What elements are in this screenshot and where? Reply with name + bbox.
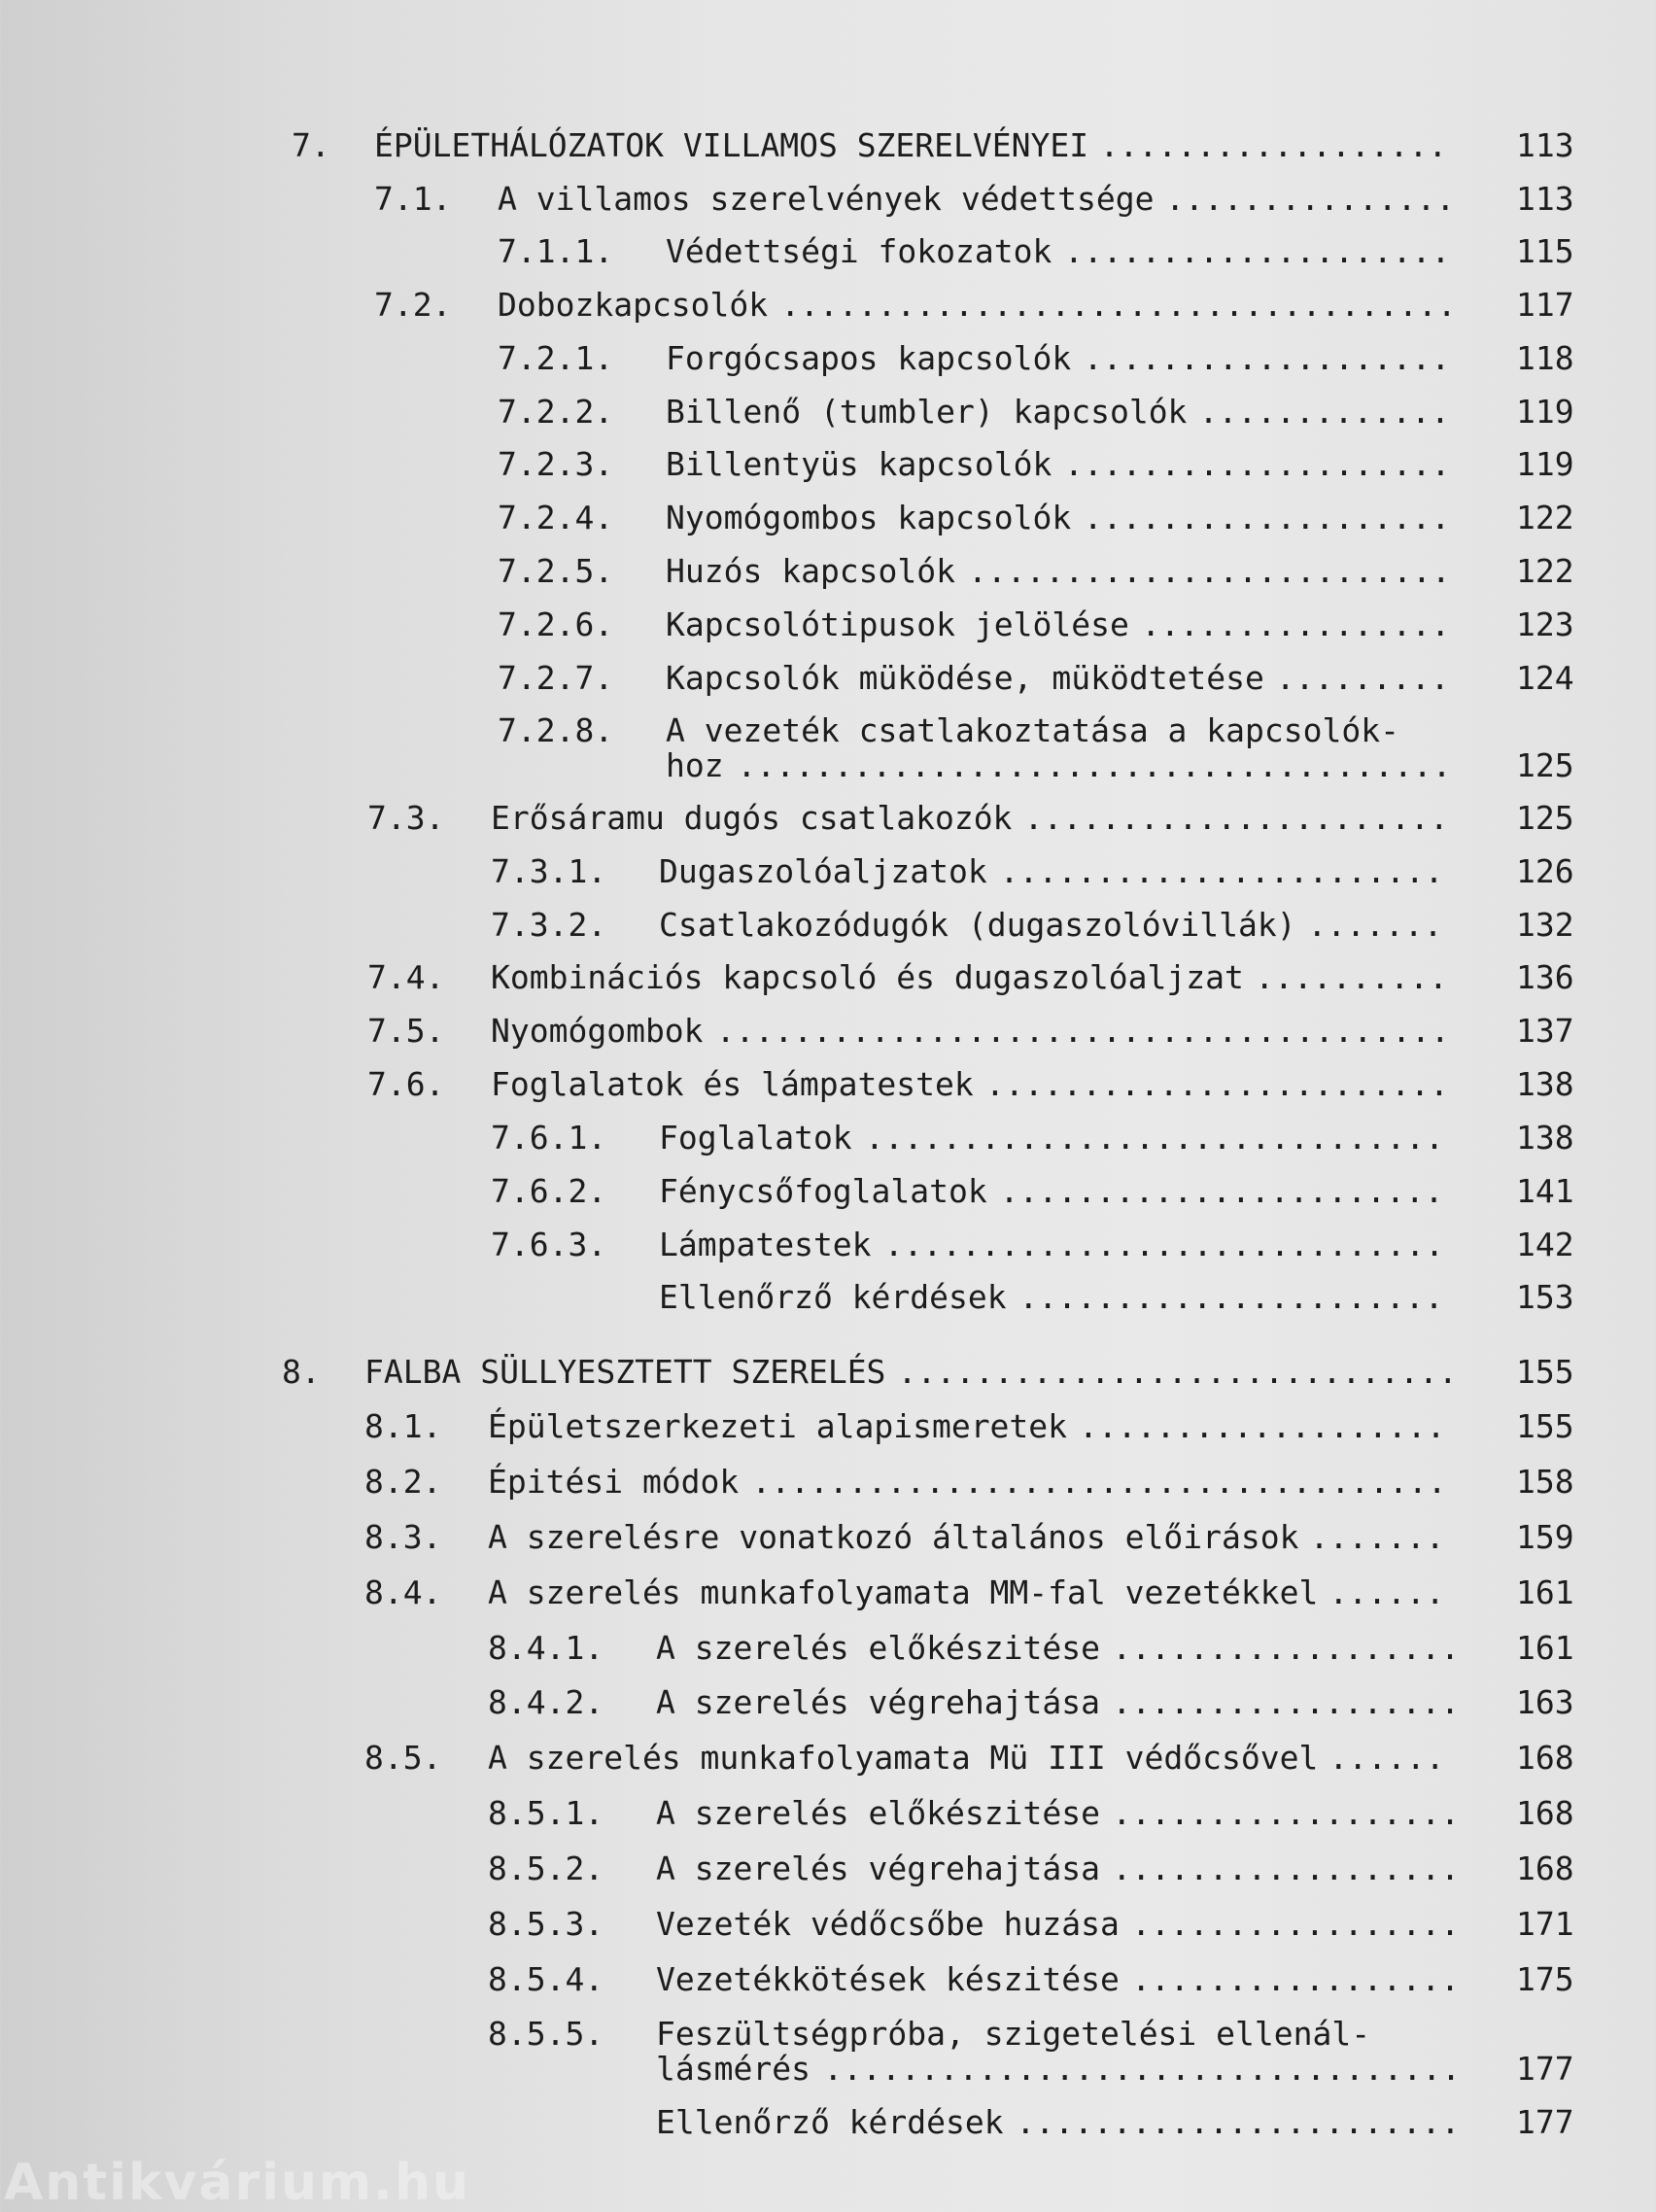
page-number: 153 [1516,1278,1574,1316]
page-number: 177 [1516,2050,1574,2088]
toc-entry[interactable] [0,497,1656,539]
page-number: 142 [1516,1226,1574,1263]
dot-leader: ..................................... [737,746,1452,784]
page-number: 177 [1516,2103,1574,2141]
section-title: Kapcsolótipusok jelölése [666,605,1129,643]
section-title: Vezetékkötések készitése [656,1960,1120,1998]
section-title: Erősáramu dugós csatlakozók [491,799,1013,837]
page-number: 123 [1516,605,1574,643]
section-number: 8.5.5. [488,2015,604,2053]
dot-leader: ...... [1328,1739,1445,1777]
page-number: 136 [1516,958,1574,996]
section-number: 7.1.1. [498,232,614,270]
section-title: Ellenőrző kérdések [659,1278,1007,1316]
page-number: 117 [1516,286,1574,324]
section-title: Billenő (tumbler) kapcsolók [666,393,1188,431]
toc-entry[interactable] [0,1627,1656,1670]
dot-leader: .................... [1064,232,1451,270]
toc-entry[interactable] [0,391,1656,433]
toc-entry[interactable] [0,2013,1656,2088]
section-title: A szerelés előkészitése [656,1794,1100,1832]
section-title: A szerelés munkafolyamata Mü III védőcsővel [488,1739,1319,1777]
dot-leader: ....................... [999,852,1444,890]
section-title: Foglalatok [659,1119,852,1157]
page-number: 159 [1516,1518,1574,1556]
section-number: 8.5.1. [488,1794,604,1832]
section-title: Billentyüs kapcsolók [666,445,1052,483]
section-number: 7.2.3. [498,445,614,483]
page-number: 113 [1516,180,1574,218]
toc-entry[interactable] [0,1681,1656,1724]
section-number: 7.2.6. [498,605,614,643]
section-number: 7.6.1. [491,1119,607,1157]
section-title: A szerelés végrehajtása [656,1849,1100,1887]
toc-entry[interactable] [0,124,1656,167]
section-number: 8.4.2. [488,1683,604,1721]
section-title: A villamos szerelvények védettsége [498,180,1155,218]
dot-leader: ........................ [985,1065,1449,1103]
toc-entry[interactable] [0,1737,1656,1780]
dot-leader: ................. [1131,1905,1460,1943]
section-title: ÉPÜLETHÁLÓZATOK VILLAMOS SZERELVÉNYEI [374,126,1089,164]
toc-entry[interactable] [0,550,1656,593]
section-title: Védettségi fokozatok [666,232,1052,270]
section-number: 7. [292,126,330,164]
section-title: A vezeték csatlakoztatása a kapcsolók- [666,711,1399,749]
toc-entry[interactable] [0,604,1656,646]
dot-leader: ................ [1141,605,1451,643]
section-title: Lámpatestek [659,1226,872,1263]
dot-leader: .................................... [751,1463,1447,1501]
page-number: 171 [1516,1905,1574,1943]
page-number: 115 [1516,232,1574,270]
page-number: 163 [1516,1683,1574,1721]
page-number: 138 [1516,1065,1574,1103]
section-title: Csatlakozódugók (dugaszolóvillák) [659,906,1296,944]
section-title: A szerelés végrehajtása [656,1683,1100,1721]
page-number: 118 [1516,339,1574,377]
dot-leader: .................. [1112,1849,1461,1887]
dot-leader: ............................. [883,1226,1444,1263]
page-number: 155 [1516,1353,1574,1391]
toc-entry[interactable] [0,1958,1656,2001]
watermark: Antikvárium.hu [4,2154,470,2212]
page-number: 161 [1516,1573,1574,1611]
section-number: 8.2. [364,1463,442,1501]
page-number: 125 [1516,746,1574,784]
section-number: 8.5.2. [488,1849,604,1887]
toc-entry[interactable] [0,1405,1656,1448]
dot-leader: ...................... [1018,1278,1444,1316]
page-number: 126 [1516,852,1574,890]
dot-leader: .................. [1112,1629,1461,1667]
page-number: 168 [1516,1794,1574,1832]
toc-entry[interactable] [0,1572,1656,1614]
section-number: 8.5.4. [488,1960,604,1998]
section-title: FALBA SÜLLYESZTETT SZERELÉS [364,1353,886,1391]
section-title: A szerelésre vonatkozó általános előirások [488,1518,1299,1556]
section-title: Forgócsapos kapcsolók [666,339,1072,377]
toc-entry[interactable] [0,1903,1656,1946]
page-number: 122 [1516,499,1574,536]
toc-entry[interactable] [0,1010,1656,1053]
dot-leader: ................................. [823,2050,1461,2088]
toc-entry[interactable] [0,1224,1656,1266]
dot-leader: .................. [1099,126,1448,164]
toc-entry[interactable] [0,1461,1656,1503]
section-title: Feszültségpróba, szigetelési ellenál- [656,2015,1371,2053]
dot-leader: .................. [1112,1794,1461,1832]
page-number: 113 [1516,126,1574,164]
dot-leader: ............................. [897,1353,1458,1391]
page-number: 124 [1516,659,1574,697]
section-title: A szerelés munkafolyamata MM-fal vezetékkel [488,1573,1319,1611]
section-number: 7.6.2. [491,1172,607,1210]
dot-leader: ....... [1309,1518,1445,1556]
dot-leader: ....................... [1016,2103,1461,2141]
toc-entry[interactable] [0,337,1656,380]
page-number: 119 [1516,393,1574,431]
dot-leader: ....................... [999,1172,1444,1210]
page-number: 119 [1516,445,1574,483]
toc-entry[interactable] [0,1117,1656,1159]
section-title: Dobozkapcsolók [498,286,769,324]
dot-leader: .................. [1112,1683,1461,1721]
dot-leader: ............. [1198,393,1450,431]
dot-leader: .............................. [865,1119,1445,1157]
section-number: 7.4. [367,958,445,996]
toc-entry[interactable] [0,1792,1656,1835]
section-title: Nyomógombos kapcsolók [666,499,1072,536]
dot-leader: ......... [1275,659,1450,697]
section-title-continued: lásmérés [656,2050,811,2088]
section-number: 7.3. [367,799,445,837]
section-number: 8.4.1. [488,1629,604,1667]
section-title: Dugaszolóaljzatok [659,852,987,890]
toc-entry[interactable] [0,1276,1656,1319]
dot-leader: ................................... [780,286,1457,324]
section-number: 8.3. [364,1518,442,1556]
dot-leader: ...... [1328,1573,1445,1611]
section-number: 7.2. [374,286,452,324]
section-title-continued: hoz [666,746,724,784]
section-title: Huzós kapcsolók [666,552,956,590]
toc-entry[interactable] [0,230,1656,273]
section-title: Foglalatok és lámpatestek [491,1065,974,1103]
page-number: 158 [1516,1463,1574,1501]
dot-leader: ......................... [968,552,1451,590]
section-number: 8.5.3. [488,1905,604,1943]
page-number: 155 [1516,1407,1574,1445]
section-title: Nyomógombok [491,1012,704,1050]
section-number: 8. [282,1353,321,1391]
toc-entry[interactable] [0,956,1656,999]
section-title: Vezeték védőcsőbe huzása [656,1905,1120,1943]
toc-entry[interactable] [0,443,1656,486]
toc-entry[interactable] [0,1351,1656,1394]
toc-entry[interactable] [0,2101,1656,2144]
dot-leader: .......... [1255,958,1448,996]
section-title: Kapcsolók müködése, müködtetése [666,659,1264,697]
page-number: 161 [1516,1629,1574,1667]
section-title: Ellenőrző kérdések [656,2103,1004,2141]
section-number: 7.3.1. [491,852,607,890]
section-number: 7.6. [367,1065,445,1103]
page-number: 132 [1516,906,1574,944]
page-number: 168 [1516,1849,1574,1887]
section-title: Épitési módok [488,1463,740,1501]
page-number: 137 [1516,1012,1574,1050]
page-number: 168 [1516,1739,1574,1777]
section-number: 7.6.3. [491,1226,607,1263]
dot-leader: ...................................... [715,1012,1450,1050]
toc-entry[interactable] [0,850,1656,893]
toc-entry[interactable] [0,1516,1656,1559]
toc-entry[interactable] [0,797,1656,840]
section-title: Épületszerkezeti alapismeretek [488,1407,1068,1445]
dot-leader: ...................... [1023,799,1449,837]
section-number: 7.2.7. [498,659,614,697]
section-number: 7.5. [367,1012,445,1050]
section-number: 8.5. [364,1739,442,1777]
section-number: 7.2.1. [498,339,614,377]
dot-leader: ................... [1083,499,1451,536]
dot-leader: ................... [1083,339,1451,377]
toc-entry[interactable] [0,657,1656,700]
section-title: Kombinációs kapcsoló és dugaszolóaljzat [491,958,1244,996]
toc-entry[interactable] [0,904,1656,947]
toc-entry[interactable] [0,1063,1656,1106]
page-number: 125 [1516,799,1574,837]
section-title: Fénycsőfoglalatok [659,1172,987,1210]
section-number: 7.3.2. [491,906,607,944]
section-number: 8.1. [364,1407,442,1445]
page-number: 141 [1516,1172,1574,1210]
page-number: 138 [1516,1119,1574,1157]
dot-leader: ................. [1131,1960,1460,1998]
section-title: A szerelés előkészitése [656,1629,1100,1667]
dot-leader: ....... [1307,906,1443,944]
section-number: 8.4. [364,1573,442,1611]
page-number: 175 [1516,1960,1574,1998]
toc-entry[interactable] [0,1848,1656,1890]
dot-leader: ............... [1165,180,1456,218]
toc-entry[interactable] [0,1170,1656,1213]
section-number: 7.2.2. [498,393,614,431]
toc-entry[interactable] [0,284,1656,327]
section-number: 7.2.8. [498,711,614,749]
section-number: 7.2.4. [498,499,614,536]
toc-entry[interactable] [0,709,1656,784]
section-number: 7.2.5. [498,552,614,590]
page-number: 122 [1516,552,1574,590]
dot-leader: ................... [1079,1407,1446,1445]
dot-leader: .................... [1064,445,1451,483]
section-number: 7.1. [374,180,452,218]
toc-entry[interactable] [0,178,1656,221]
